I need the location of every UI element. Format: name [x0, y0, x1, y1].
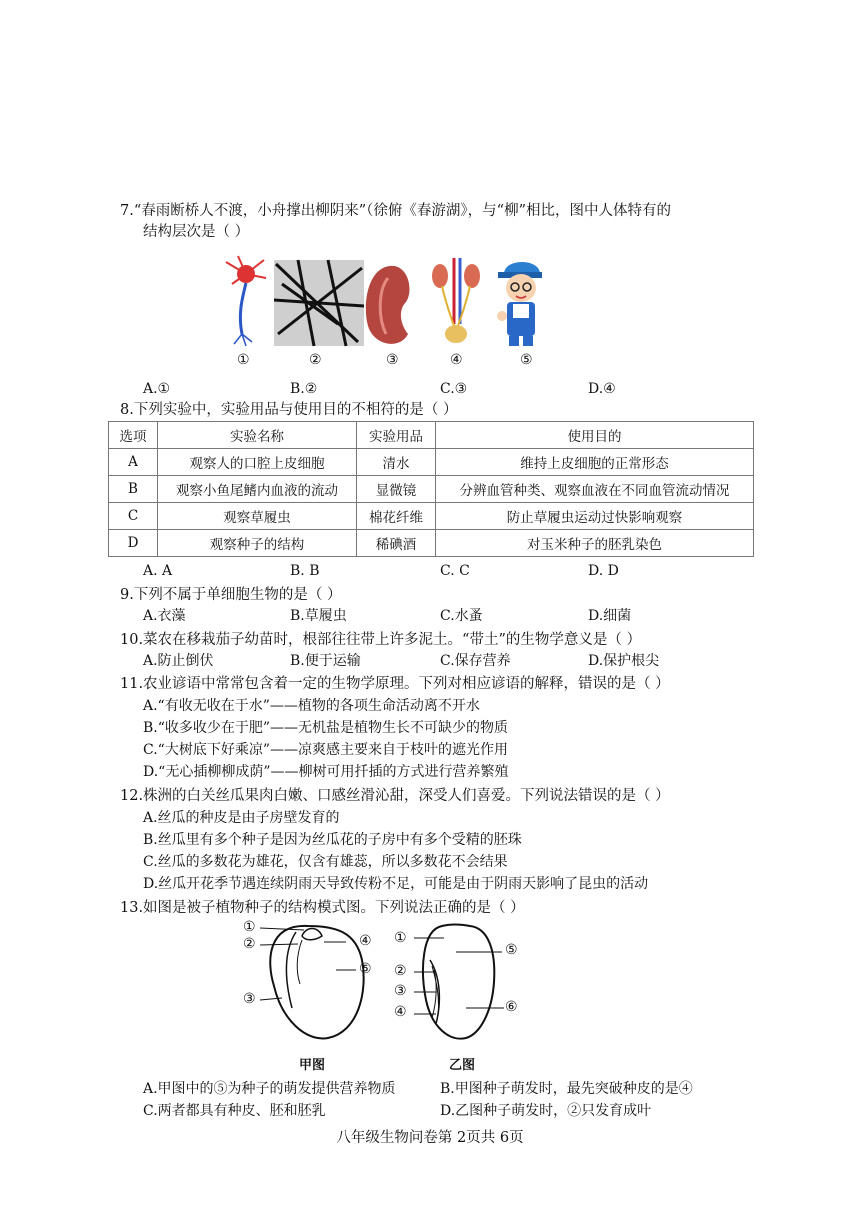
- q7-label-1: ①: [237, 352, 250, 368]
- q10-stem: 10.菜农在移栽茄子幼苗时，根部往往带上许多泥土。“带土”的生物学意义是（ ）: [120, 632, 641, 648]
- q8-option-a[interactable]: A. A: [143, 563, 173, 579]
- q11-option-d[interactable]: D.“无心插柳柳成荫”——柳树可用扦插的方式进行营养繁殖: [143, 764, 509, 780]
- table-cell: B: [109, 476, 158, 503]
- q7-option-d[interactable]: D.④: [588, 381, 616, 397]
- q10-option-c[interactable]: C.保存营养: [440, 653, 511, 669]
- q12-option-c[interactable]: C.丝瓜的多数花为雄花，仅含有雄蕊，所以多数花不会结果: [143, 854, 508, 870]
- table-cell: 显微镜: [357, 476, 436, 503]
- table-row: [109, 476, 754, 503]
- table-cell: 维持上皮细胞的正常形态: [436, 449, 754, 476]
- q10-option-b[interactable]: B.便于运输: [290, 653, 361, 669]
- table-cell: 防止草履虫运动过快影响观察: [436, 503, 754, 530]
- q7-stem-line2: 结构层次是（ ）: [143, 224, 250, 240]
- q7-label-3: ③: [386, 352, 399, 368]
- yi-caption: 乙图: [449, 1058, 476, 1073]
- table-header: 选项: [109, 422, 158, 449]
- q13-option-a[interactable]: A.甲图中的⑤为种子的萌发提供营养物质: [143, 1081, 396, 1097]
- table-cell: A: [109, 449, 158, 476]
- q9-option-d[interactable]: D.细菌: [588, 608, 632, 624]
- table-cell: 清水: [357, 449, 436, 476]
- q8-table: [108, 421, 754, 557]
- table-cell: C: [109, 503, 158, 530]
- table-cell: 观察草履虫: [158, 503, 357, 530]
- table-row: [109, 530, 754, 557]
- table-header: 使用目的: [436, 422, 754, 449]
- table-cell: 棉花纤维: [357, 503, 436, 530]
- yi-label-2: ②: [394, 963, 407, 979]
- jia-label-1: ①: [243, 919, 256, 935]
- jia-label-2: ②: [243, 936, 256, 952]
- yi-label-3: ③: [394, 983, 407, 999]
- table-header-row: [109, 422, 754, 449]
- table-header: 实验用品: [357, 422, 436, 449]
- q12-option-a[interactable]: A.丝瓜的种皮是由子房壁发育的: [143, 810, 340, 826]
- q7-label-5: ⑤: [520, 352, 533, 368]
- q11-stem: 11.农业谚语中常常包含着一定的生物学原理。下列对相应谚语的解释，错误的是（ ）: [120, 676, 670, 692]
- table-cell: 观察人的口腔上皮细胞: [158, 449, 357, 476]
- q10-option-d[interactable]: D.保护根尖: [588, 653, 660, 669]
- q9-option-b[interactable]: B.草履虫: [290, 608, 347, 624]
- q7-option-b[interactable]: B.②: [290, 381, 318, 397]
- q11-option-a[interactable]: A.“有收无收在于水”——植物的各项生命活动离不开水: [143, 698, 480, 714]
- table-cell: 对玉米种子的胚乳染色: [436, 530, 754, 557]
- q12-stem: 12.株洲的白关丝瓜果肉白嫩、口感丝滑沁甜，深受人们喜爱。下列说法错误的是（ ）: [120, 788, 670, 804]
- neuron-figure: [226, 256, 266, 346]
- q7-stem-line1: 7.“春雨断桥人不渡，小舟撑出柳阴来”（徐俯《春游湖》，与“柳”相比，图中人体特有的: [120, 203, 671, 219]
- q9-option-a[interactable]: A.衣藻: [143, 608, 186, 624]
- table-cell: 观察小鱼尾鳍内血液的流动: [158, 476, 357, 503]
- q13-option-c[interactable]: C.两者都具有种皮、胚和胚乳: [143, 1103, 326, 1119]
- q13-option-b[interactable]: B.甲图种子萌发时，最先突破种皮的是④: [440, 1081, 693, 1097]
- q8-option-b[interactable]: B. B: [290, 563, 320, 579]
- q7-option-a[interactable]: A.①: [143, 381, 171, 397]
- jia-caption: 甲图: [299, 1058, 326, 1073]
- q13-stem: 13.如图是被子植物种子的结构模式图。下列说法正确的是（ ）: [120, 900, 525, 916]
- q7-label-4: ④: [450, 352, 463, 368]
- q12-option-b[interactable]: B.丝瓜里有多个种子是因为丝瓜花的子房中有多个受精的胚珠: [143, 832, 522, 848]
- yi-label-4: ④: [394, 1004, 407, 1020]
- seed-figure-yi: [396, 920, 536, 1050]
- urinary-system-figure: [432, 258, 480, 343]
- jia-label-4: ④: [359, 933, 372, 949]
- kidney-figure: [366, 266, 410, 344]
- yi-label-5: ⑤: [505, 942, 518, 958]
- page-footer: 八年级生物问卷第 2页共 6页: [336, 1130, 524, 1146]
- jia-label-5: ⑤: [359, 961, 372, 977]
- tissue-figure: [274, 260, 364, 346]
- table-cell: 观察种子的结构: [158, 530, 357, 557]
- yi-label-1: ①: [394, 930, 407, 946]
- table-cell: 分辨血管种类、观察血液在不同血管流动情况: [436, 476, 754, 503]
- table-cell: D: [109, 530, 158, 557]
- q8-stem: 8.下列实验中，实验用品与使用目的不相符的是（ ）: [120, 402, 458, 418]
- jia-label-3: ③: [243, 991, 256, 1007]
- q7-label-2: ②: [309, 352, 322, 368]
- q9-option-c[interactable]: C.水蚤: [440, 608, 483, 624]
- table-header: 实验名称: [158, 422, 357, 449]
- table-row: [109, 449, 754, 476]
- table-row: [109, 503, 754, 530]
- q11-option-b[interactable]: B.“收多收少在于肥”——无机盐是植物生长不可缺少的物质: [143, 720, 509, 736]
- person-figure: [497, 262, 542, 346]
- q8-option-d[interactable]: D. D: [588, 563, 619, 579]
- q13-option-d[interactable]: D.乙图种子萌发时，②只发育成叶: [440, 1103, 652, 1119]
- q8-option-c[interactable]: C. C: [440, 563, 470, 579]
- q7-option-c[interactable]: C.③: [440, 381, 468, 397]
- q7-figures: [218, 254, 558, 354]
- q10-option-a[interactable]: A.防止倒伏: [143, 653, 214, 669]
- table-cell: 稀碘酒: [357, 530, 436, 557]
- yi-label-6: ⑥: [505, 999, 518, 1015]
- q11-option-c[interactable]: C.“大树底下好乘凉”——凉爽感主要来自于枝叶的遮光作用: [143, 742, 508, 758]
- q9-stem: 9.下列不属于单细胞生物的是（ ）: [120, 587, 342, 603]
- q12-option-d[interactable]: D.丝瓜开花季节遇连续阴雨天导致传粉不足，可能是由于阴雨天影响了昆虫的活动: [143, 876, 649, 892]
